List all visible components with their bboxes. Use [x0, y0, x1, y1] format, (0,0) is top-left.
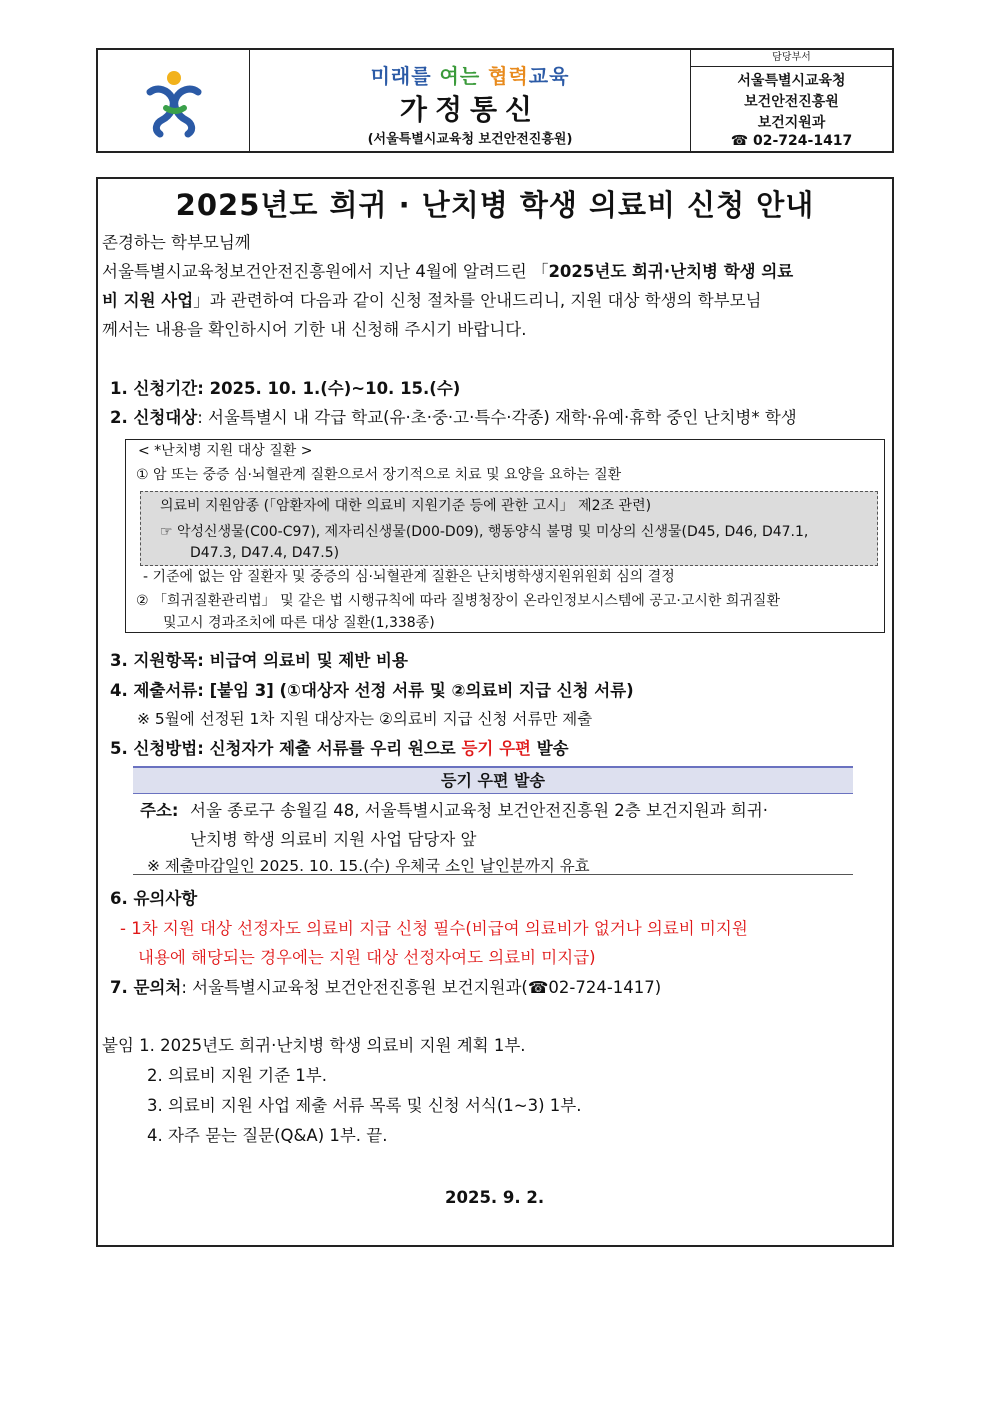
disease-note: - 기준에 없는 암 질환자 및 중증의 심·뇌혈관계 질환은 난치병학생지원위원회 심의 결정	[143, 569, 675, 585]
cancer-title: 의료비 지원암종 (「암환자에 대한 의료비 지원기준 등에 관한 고시」 제2조 관련)	[160, 498, 652, 514]
address-line: 서울 종로구 송월길 48, 서울특별시교육청 보건안전진흥원 2층 보건지원과 희귀·	[190, 801, 769, 820]
intro-program-name: 비 지원 사업	[102, 291, 194, 310]
item-contact	[110, 974, 661, 998]
address-label: 주소:	[140, 801, 179, 820]
documents-note: ※ 5월에 선정된 1차 지원 대상자는 ②의료비 지급 신청 서류만 제출	[137, 710, 593, 728]
intro-line-3: 께서는 내용을 확인하시어 기한 내 신청해 주시기 바랍니다.	[102, 320, 527, 339]
attachment-4: 4. 자주 묻는 질문(Q&A) 1부. 끝.	[147, 1126, 388, 1145]
item-text: : 서울특별시교육청 보건안전진흥원 보건지원과(☎02-724-1417)	[181, 978, 662, 997]
item-documents: 4. 제출서류: [붙임 3] (①대상자 선정 서류 및 ②의료비 지급 신청 서류)	[110, 681, 634, 700]
item-label: 7. 문의처	[110, 978, 182, 997]
caution-line: 내용에 해당되는 경우에는 지원 대상 선정자여도 의료비 미지급)	[138, 948, 596, 967]
method-text: 5. 신청방법: 신청자가 제출 서류를 우리 원으로	[110, 739, 462, 758]
intro-line-1	[102, 258, 793, 282]
newsletter-subtitle: (서울특별시교육청 보건안전진흥원)	[367, 132, 573, 147]
intro-text: 」과 관련하여 다음과 같이 신청 절차를 안내드리니, 지원 대상 학생의 학부모님	[193, 291, 762, 310]
mail-divider	[133, 874, 853, 875]
issue-date: 2025. 9. 2.	[445, 1188, 545, 1207]
dept-line: 보건지원과	[757, 115, 826, 131]
intro-program-name: 2025년도 희귀·난치병 학생 의료	[548, 262, 794, 281]
item-support: 3. 지원항목: 비급여 의료비 및 제반 비용	[110, 651, 408, 670]
dept-line: 보건안전진흥원	[744, 94, 839, 110]
slogan-part: 여는	[431, 64, 489, 88]
disease-heading: < *난치병 지원 대상 질환 >	[138, 443, 313, 459]
header-title-block	[250, 50, 690, 151]
mail-band: 등기 우편 발송	[133, 766, 853, 794]
seoul-emblem-icon	[98, 50, 248, 151]
dept-line: 서울특별시교육청	[737, 73, 846, 89]
intro-line-2	[102, 287, 762, 311]
method-text: 발송	[530, 739, 569, 758]
attachment-1: 붙임 1. 2025년도 희귀·난치병 학생 의료비 지원 계획 1부.	[102, 1036, 526, 1055]
cancer-line: ☞ 악성신생물(C00-C97), 제자리신생물(D00-D09), 행동양식 불명 및 미상의 신생물(D45, D46, D47.1,	[160, 524, 809, 540]
slogan-part: 협력	[488, 64, 529, 88]
address-line: 난치병 학생 의료비 지원 사업 담당자 앞	[190, 830, 477, 849]
newsletter-header	[96, 48, 894, 153]
notice-title: 2025년도 희귀 · 난치병 학생 의료비 신청 안내	[175, 188, 815, 222]
dept-box	[690, 50, 892, 151]
caution-line: - 1차 지원 대상 선정자도 의료비 지급 신청 필수(비급여 의료비가 없거나 의료비 미지원	[120, 919, 748, 938]
item-cautions: 6. 유의사항	[110, 889, 198, 908]
disease-item-2-cont: 및고시 경과조치에 따른 대상 질환(1,338종)	[163, 615, 435, 631]
disease-item-2: ② 「희귀질환관리법」 및 같은 법 시행규칙에 따라 질병청장이 온라인정보시스템에 공고·고시한 희귀질환	[136, 593, 780, 609]
item-label: 2. 신청대상	[110, 408, 198, 427]
disease-item-1: ① 암 또는 중증 심·뇌혈관계 질환으로서 장기적으로 치료 및 요양을 요하는 질환	[136, 467, 622, 483]
slogan-part: 미래를	[370, 64, 432, 88]
slogan	[250, 60, 690, 89]
slogan-part: 교육	[528, 64, 570, 88]
intro-text: 서울특별시교육청보건안전진흥원에서 지난 4월에 알려드린 「	[102, 262, 549, 281]
dept-phone: ☎ 02-724-1417	[730, 133, 853, 149]
newsletter-title: 가정통신	[399, 93, 541, 126]
seoul-education-logo	[98, 50, 250, 151]
item-target	[110, 404, 797, 428]
dept-label: 담당부서	[691, 50, 892, 67]
attachment-2: 2. 의료비 지원 기준 1부.	[147, 1066, 327, 1085]
deadline-note: ※ 제출마감일인 2025. 10. 15.(수) 우체국 소인 날인분까지 유효	[147, 857, 590, 875]
cancer-line: D47.3, D47.4, D47.5)	[190, 545, 340, 561]
greeting: 존경하는 학부모님께	[102, 233, 251, 252]
attachment-3: 3. 의료비 지원 사업 제출 서류 목록 및 신청 서식(1~3) 1부.	[147, 1096, 582, 1115]
method-highlight: 등기 우편	[461, 739, 531, 758]
item-method	[110, 735, 569, 759]
item-text: : 서울특별시 내 각급 학교(유·초·중·고·특수·각종) 재학·유예·휴학 중인 난치병* 학생	[197, 408, 797, 427]
item-period: 1. 신청기간: 2025. 10. 1.(수)~10. 15.(수)	[110, 379, 461, 398]
